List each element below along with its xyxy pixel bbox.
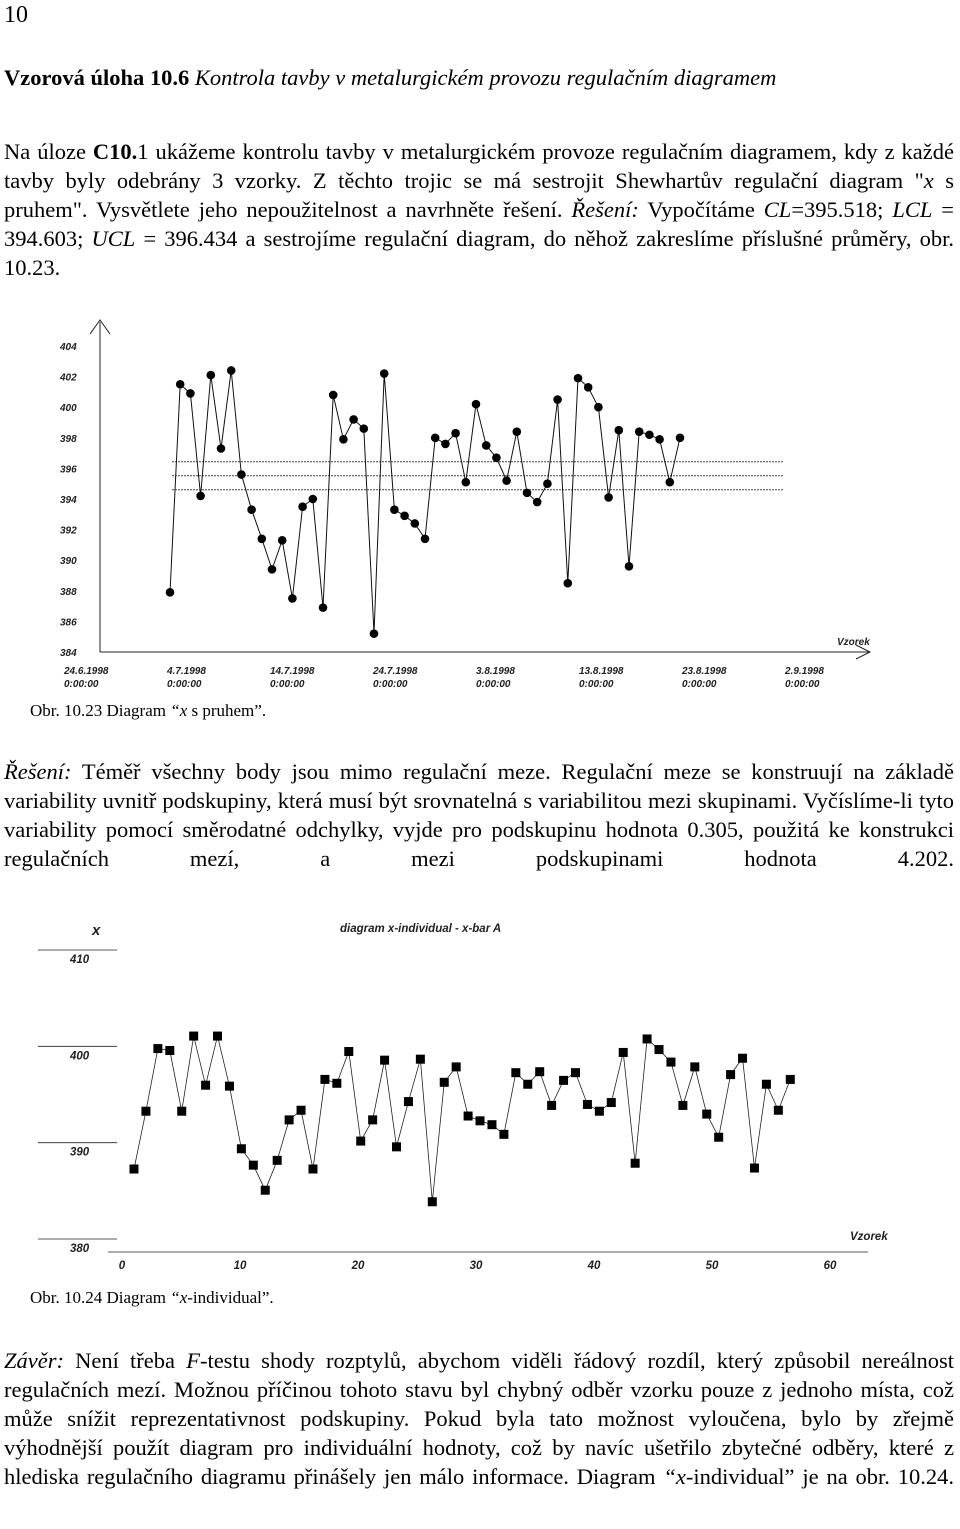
x-tick-time: 0:00:00 [476, 679, 511, 690]
data-point [217, 444, 226, 453]
data-point [177, 1107, 186, 1116]
data-point [726, 1070, 735, 1079]
conclusion-text-c: -individual” je na obr. 10.24. [685, 1464, 954, 1489]
cl-value: =395.518; [791, 197, 893, 222]
data-point [678, 1101, 687, 1110]
data-point [344, 1047, 353, 1056]
data-point [702, 1110, 711, 1119]
data-point [380, 369, 389, 378]
cl-symbol: CL [763, 197, 792, 222]
data-point [535, 1067, 544, 1076]
data-point [502, 476, 511, 485]
y-tick-label: 392 [60, 525, 77, 537]
x-axis-label: Vzorek [850, 1231, 888, 1243]
fig2-caption-a: Obr. 10.24 Diagram [30, 1288, 171, 1307]
data-point [339, 435, 348, 444]
data-point [273, 1156, 282, 1165]
y-tick-label: 380 [70, 1243, 90, 1255]
data-point [655, 435, 664, 444]
data-point [130, 1165, 139, 1174]
data-point [476, 1116, 485, 1125]
data-point [492, 453, 501, 462]
data-point [690, 1062, 699, 1071]
x-tick-date: 24.7.1998 [373, 666, 418, 677]
data-point [441, 440, 450, 449]
x-tick-time: 0:00:00 [785, 679, 820, 690]
solution2-text: Téměř všechny body jsou mimo regulační meze. Regulační meze se konstruují na základě variability uvnitř podskupiny, která musí být srovnatelná s variabilitou mezi skupinami. Vyčíslíme-li tyto variability pomocí směrodatné odchylky, vyjde pro podskupinu hodnota 0.305, použitá ke konstrukci regulačních mezí, a mezi podskupinami hodnota 4.202. [4, 759, 954, 871]
data-point [285, 1115, 294, 1124]
fig1-caption-a: Obr. 10.23 Diagram [30, 701, 171, 720]
data-point [543, 479, 552, 488]
data-point [390, 505, 399, 514]
data-point [258, 534, 267, 543]
data-point [201, 1081, 210, 1090]
data-point [564, 579, 573, 588]
data-point [400, 512, 409, 521]
y-tick-label: 386 [60, 617, 77, 629]
y-tick-label: 404 [60, 342, 77, 353]
data-point [431, 434, 440, 443]
data-point [607, 1098, 616, 1107]
y-tick-label: 410 [70, 954, 90, 966]
y-tick-label: 400 [60, 403, 77, 415]
data-point [319, 603, 328, 612]
data-point [666, 478, 675, 487]
data-point [416, 1055, 425, 1064]
conclusion-text [4, 1346, 954, 1491]
y-axis-label: x [92, 922, 101, 939]
data-point [247, 505, 256, 514]
data-point [523, 1080, 532, 1089]
x-tick-date: 13.8.1998 [579, 666, 624, 677]
data-point [738, 1054, 747, 1063]
task-heading-title: Kontrola tavby v metalurgickém provozu regulačním diagramem [189, 65, 777, 90]
data-point [225, 1082, 234, 1091]
data-point [499, 1130, 508, 1139]
data-point [547, 1101, 556, 1110]
x-tick-time: 0:00:00 [167, 679, 202, 690]
data-point [288, 594, 297, 603]
data-point [511, 1068, 520, 1077]
x-tick-label: 20 [351, 1260, 365, 1272]
x-tick-time: 0:00:00 [373, 679, 408, 690]
conclusion-text-b: -testu shody rozptylů, abychom viděli řádový rozdíl, který způsobil nereálnost regulačních mezí. Možnou příčinou tohoto stavu byl chybný odběr vzorku pouze z jednoho místa, což může snížit reprezentativnost podskupiny. Pokud byla tato možnost vyloučena, bylo by zřejmě výhodnější použít diagram pro individuální hodnoty, což by navíc ušetřilo zbytečné odběry, které z hlediska regulačního diagramu přinášely jen málo informace. Diagram [4, 1348, 954, 1489]
data-point [595, 1107, 604, 1116]
series-line [170, 370, 680, 633]
data-point [645, 430, 654, 439]
solution-label: Řešení: [571, 197, 639, 222]
data-point [332, 1079, 341, 1088]
data-point [472, 400, 481, 409]
data-point [604, 493, 613, 502]
data-point [615, 426, 624, 435]
x-tick-date: 3.8.1998 [476, 666, 515, 677]
x-tick-date: 24.6.1998 [64, 666, 109, 677]
data-point [261, 1186, 270, 1195]
data-point [451, 429, 460, 438]
data-point [583, 1100, 592, 1109]
data-point [428, 1197, 437, 1206]
task-text-a: Na úloze [4, 139, 93, 164]
data-point [298, 502, 307, 511]
x-tick-label: 60 [823, 1260, 837, 1272]
data-point [762, 1080, 771, 1089]
data-point [249, 1161, 258, 1170]
data-point [571, 1068, 580, 1077]
data-point [533, 498, 542, 507]
data-point [213, 1032, 222, 1041]
x-axis-label: Vzorek [837, 637, 870, 648]
y-tick-label: 398 [60, 433, 77, 445]
data-point [523, 489, 532, 498]
x-tick-label: 10 [233, 1260, 247, 1272]
fig1-caption [30, 701, 266, 721]
data-point [619, 1048, 628, 1057]
data-point [452, 1062, 461, 1071]
task-text [4, 137, 954, 282]
x-tick-time: 0:00:00 [64, 679, 99, 690]
data-point [360, 424, 369, 433]
data-point [635, 427, 644, 436]
data-point [392, 1142, 401, 1151]
solution2-label: Řešení: [4, 759, 72, 784]
data-point [237, 1144, 246, 1153]
conclusion-paragraph [4, 1346, 954, 1491]
data-point [166, 588, 175, 597]
conclusion-x: “x [663, 1464, 686, 1489]
x-tick-label: 50 [705, 1260, 719, 1272]
fig2-caption [30, 1288, 274, 1308]
chart-title: diagram x-individual - x-bar A [340, 923, 502, 935]
task-heading [4, 63, 954, 92]
data-point [349, 415, 358, 424]
x-tick-date: 14.7.1998 [270, 666, 315, 677]
data-point [189, 1032, 198, 1041]
lcl-value: = 394.603; [4, 197, 954, 251]
data-point [404, 1097, 413, 1106]
series-line [134, 1036, 790, 1202]
x-tick-date: 23.8.1998 [682, 666, 727, 677]
xbar-chart [0, 312, 960, 732]
data-point [513, 427, 522, 436]
data-point [584, 383, 593, 392]
task-paragraph [4, 137, 954, 282]
data-point [625, 562, 634, 571]
data-point [309, 495, 318, 504]
data-point [368, 1115, 377, 1124]
data-point [196, 492, 205, 501]
conclusion-text-a: Není třeba [64, 1348, 187, 1373]
fig1-caption-b: s pruhem”. [187, 701, 267, 720]
fig2-caption-b: -individual”. [187, 1288, 274, 1307]
fig2-caption-x: “x [170, 1288, 188, 1307]
data-point [655, 1045, 664, 1054]
data-point [237, 470, 246, 479]
data-point [165, 1046, 174, 1055]
task-heading-bold: Vzorová úloha 10.6 [4, 65, 190, 90]
data-point [750, 1164, 759, 1173]
data-point [141, 1107, 150, 1116]
lcl-symbol: LCL [892, 197, 933, 222]
page-number: 10 [4, 2, 28, 28]
data-point [186, 389, 195, 398]
data-point [268, 565, 277, 574]
data-point [676, 434, 685, 443]
x-tick-time: 0:00:00 [579, 679, 614, 690]
y-tick-label: 388 [60, 586, 77, 598]
data-point [594, 403, 603, 412]
x-tick-time: 0:00:00 [682, 679, 717, 690]
data-point [487, 1120, 496, 1129]
data-point [786, 1075, 795, 1084]
data-point [380, 1056, 389, 1065]
data-point [308, 1165, 317, 1174]
data-point [631, 1159, 640, 1168]
x-symbol: x [923, 168, 934, 193]
task-text-b: 1 ukážeme kontrolu tavby v metalurgickém provoze regulačním diagramem, kdy z každé tavby byly odebrány 3 vzorky. Z těchto trojic se má sestrojit Shewhartův regulační diagram " [4, 139, 954, 193]
x-tick-label: 30 [469, 1260, 483, 1272]
data-point [714, 1133, 723, 1142]
solution-text-a: Vypočítáme [638, 197, 764, 222]
conclusion-label: Závěr: [4, 1348, 64, 1373]
solution-paragraph [4, 757, 954, 873]
task-ref: C10. [92, 139, 138, 164]
task-text-c: s pruhem". Vysvětlete jeho nepoužitelnost a navrhněte řešení. [4, 168, 954, 222]
x-tick-label: 40 [587, 1260, 601, 1272]
data-point [774, 1106, 783, 1115]
data-point [278, 536, 287, 545]
ucl-symbol: UCL [91, 226, 136, 251]
data-point [207, 371, 216, 380]
x-tick-date: 2.9.1998 [785, 666, 824, 677]
data-point [320, 1075, 329, 1084]
y-tick-label: 400 [70, 1050, 90, 1063]
data-point [559, 1076, 568, 1085]
x-tick-date: 4.7.1998 [167, 666, 206, 677]
data-point [153, 1044, 162, 1053]
data-point [643, 1034, 652, 1043]
y-tick-label: 402 [60, 372, 77, 384]
data-point [411, 519, 420, 528]
x-tick-label: 0 [118, 1260, 126, 1272]
data-point [227, 366, 236, 375]
y-tick-label: 394 [60, 495, 77, 506]
data-point [297, 1106, 306, 1115]
y-tick-label: 396 [60, 464, 77, 476]
data-point [329, 391, 338, 400]
fig1-caption-x: “x [170, 701, 188, 720]
x-individual-chart [0, 915, 960, 1285]
data-point [356, 1137, 365, 1146]
y-tick-label: 390 [60, 556, 77, 568]
data-point [553, 395, 562, 404]
ucl-value: = 396.434 a sestrojíme regulační diagram, do něhož zakreslíme příslušné průměry, obr. 10.23. [4, 226, 954, 280]
y-tick-label: 384 [60, 648, 77, 659]
data-point [421, 534, 430, 543]
data-point [666, 1058, 675, 1067]
data-point [440, 1078, 449, 1087]
y-tick-label: 390 [70, 1146, 90, 1159]
data-point [482, 441, 491, 450]
f-symbol: F [186, 1348, 200, 1373]
data-point [370, 629, 379, 638]
data-point [574, 374, 583, 383]
solution-text [4, 757, 954, 873]
data-point [464, 1112, 473, 1121]
data-point [176, 380, 185, 389]
data-point [462, 478, 471, 487]
x-tick-time: 0:00:00 [270, 679, 305, 690]
